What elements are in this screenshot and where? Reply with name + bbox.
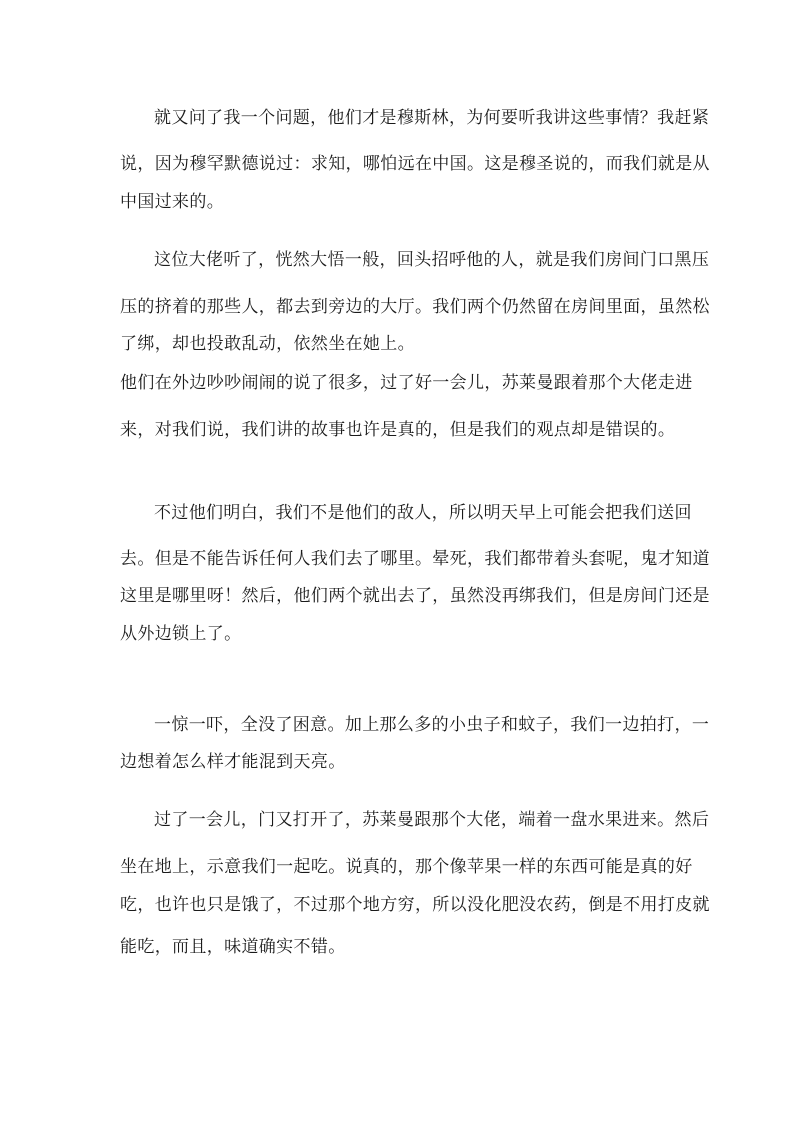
- text-line: 他们在外边吵吵闹闹的说了很多，过了好一会儿，苏莱曼跟着那个大佬走进: [120, 373, 693, 393]
- text-line: 去。但是不能告诉任何人我们去了哪里。晕死，我们都带着头套呢，鬼才知道: [120, 549, 710, 569]
- text-line: 坐在地上，示意我们一起吃。说真的，那个像苹果一样的东西可能是真的好: [120, 857, 693, 877]
- text-line: 中国过来的。: [120, 192, 225, 212]
- text-line: 来，对我们说，我们讲的故事也许是真的，但是我们的观点却是错误的。: [120, 420, 676, 440]
- text-line: 从外边锁上了。: [120, 624, 242, 644]
- text-line: 过了一会儿，门又打开了，苏莱曼跟那个大佬，端着一盘水果进来。然后: [154, 810, 710, 830]
- text-line: 这位大佬听了，恍然大悟一般，回头招呼他的人，就是我们房间门口黑压: [154, 250, 710, 270]
- text-line: 能吃，而且，味道确实不错。: [120, 937, 346, 957]
- text-line: 边想着怎么样才能混到天亮。: [120, 752, 346, 772]
- text-line: 压的挤着的那些人，都去到旁边的大厅。我们两个仍然留在房间里面，虽然松: [120, 297, 710, 317]
- text-line: 就又问了我一个问题，他们才是穆斯林，为何要听我讲这些事情？我赶紧: [154, 108, 710, 128]
- text-line: 吃，也许也只是饿了，不过那个地方穷，所以没化肥没农药，倒是不用打皮就: [120, 895, 710, 915]
- text-line: 了绑，却也投敢乱动，依然坐在她上。: [120, 334, 415, 354]
- text-line: 一惊一吓，全没了困意。加上那么多的小虫子和蚊子，我们一边拍打，一: [154, 715, 710, 735]
- text-line: 这里是哪里呀！然后，他们两个就出去了，虽然没再绑我们，但是房间门还是: [120, 586, 710, 606]
- text-line: 不过他们明白，我们不是他们的敌人，所以明天早上可能会把我们送回: [154, 503, 692, 523]
- text-line: 说，因为穆罕默德说过：求知，哪怕远在中国。这是穆圣说的，而我们就是从: [120, 154, 710, 174]
